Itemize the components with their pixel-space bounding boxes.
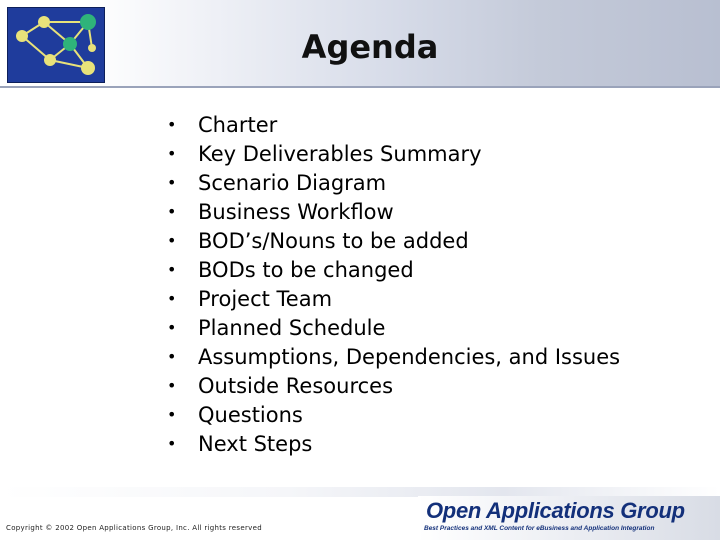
header-divider: [0, 86, 720, 88]
bullet-icon: •: [167, 260, 177, 279]
agenda-item: [163, 286, 633, 312]
agenda-item-label: Project Team: [198, 287, 333, 311]
agenda-item: [163, 344, 633, 370]
agenda-item-label: Outside Resources: [198, 374, 394, 398]
slide-title: Agenda: [301, 28, 439, 66]
agenda-item: [163, 402, 633, 428]
brand-name: Open Applications Group: [426, 498, 685, 523]
agenda-item-label: Scenario Diagram: [198, 171, 387, 195]
agenda-item: [163, 141, 633, 167]
bullet-icon: •: [167, 434, 177, 453]
bullet-icon: •: [167, 173, 177, 192]
copyright-notice: Copyright © 2002 Open Applications Group, Inc. All rights reserved: [6, 524, 262, 532]
agenda-item: [163, 257, 633, 283]
bullet-icon: •: [167, 318, 177, 337]
bullet-icon: •: [167, 376, 177, 395]
bullet-icon: •: [167, 115, 177, 134]
bullet-icon: •: [167, 202, 177, 221]
bullet-icon: •: [167, 231, 177, 250]
agenda-item-label: BODs to be changed: [198, 258, 414, 282]
agenda-item: [163, 373, 633, 399]
agenda-item: [163, 112, 633, 138]
network-nodes-icon: [7, 7, 105, 83]
agenda-item-label: Planned Schedule: [198, 316, 386, 340]
agenda-item: [163, 315, 633, 341]
agenda-item: [163, 199, 633, 225]
agenda-item: [163, 431, 633, 457]
agenda-item-label: Next Steps: [198, 432, 313, 456]
brand-tagline: Best Practices and XML Content for eBusiness and Application Integration: [424, 525, 655, 532]
agenda-item-label: Charter: [198, 113, 278, 137]
bullet-icon: •: [167, 144, 177, 163]
bullet-icon: •: [167, 289, 177, 308]
agenda-list: [163, 112, 633, 460]
agenda-item: [163, 228, 633, 254]
agenda-item-label: Key Deliverables Summary: [198, 142, 482, 166]
agenda-item-label: Assumptions, Dependencies, and Issues: [198, 345, 621, 369]
footer-brand-logo: [418, 496, 720, 540]
agenda-item-label: Business Workflow: [198, 200, 394, 224]
bullet-icon: •: [167, 347, 177, 366]
agenda-item: [163, 170, 633, 196]
bullet-icon: •: [167, 405, 177, 424]
agenda-item-label: Questions: [198, 403, 303, 427]
agenda-item-label: BOD’s/Nouns to be added: [198, 229, 469, 253]
